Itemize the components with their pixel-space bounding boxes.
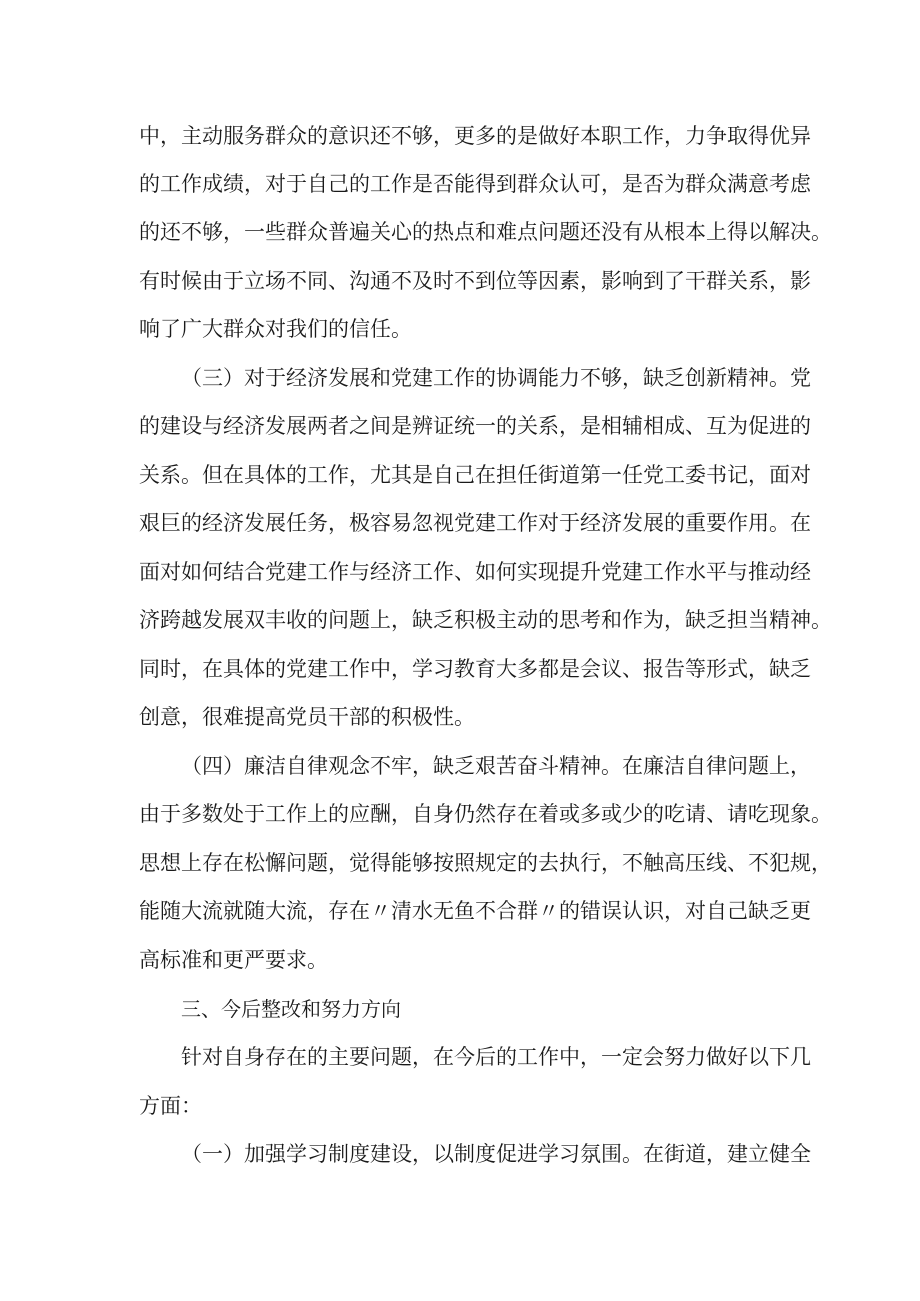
- section-heading: 三、今后整改和努力方向: [181, 997, 401, 1021]
- paragraph-line: 济跨越发展双丰收的问题上，缺乏积极主动的思考和作为，缺乏担当精神。: [139, 608, 832, 632]
- paragraph-line: 的还不够，一些群众普遍关心的热点和难点问题还没有从根本上得以解决。: [139, 220, 832, 244]
- paragraph-line: 艰巨的经济发展任务，极容易忽视党建工作对于经济发展的重要作用。在: [139, 511, 811, 535]
- paragraph-line: （三）对于经济发展和党建工作的协调能力不够，缺乏创新精神。党: [181, 366, 811, 390]
- paragraph-line: 高标准和更严要求。: [139, 948, 328, 972]
- paragraph-line: 有时候由于立场不同、沟通不及时不到位等因素，影响到了干群关系，影: [139, 269, 811, 293]
- paragraph-line: 针对自身存在的主要问题，在今后的工作中，一定会努力做好以下几: [181, 1045, 811, 1069]
- paragraph-line: 同时，在具体的党建工作中，学习教育大多都是会议、报告等形式，缺乏: [139, 657, 811, 681]
- paragraph-line: 创意，很难提高党员干部的积极性。: [139, 705, 475, 729]
- paragraph-line: 方面：: [139, 1094, 202, 1118]
- paragraph-line: 的建设与经济发展两者之间是辨证统一的关系，是相辅相成、互为促进的: [139, 414, 811, 438]
- paragraph-line: 响了广大群众对我们的信任。: [139, 317, 412, 341]
- paragraph-line: 面对如何结合党建工作与经济工作、如何实现提升党建工作水平与推动经: [139, 560, 811, 584]
- paragraph-line: 由于多数处于工作上的应酬，自身仍然存在着或多或少的吃请、请吃现象。: [139, 802, 832, 826]
- paragraph-line: 的工作成绩，对于自己的工作是否能得到群众认可，是否为群众满意考虑: [139, 172, 811, 196]
- paragraph-line: 思想上存在松懈问题，觉得能够按照规定的去执行，不触高压线、不犯规，: [139, 851, 832, 875]
- paragraph-line: （四）廉洁自律观念不牢，缺乏艰苦奋斗精神。在廉洁自律问题上，: [181, 754, 811, 778]
- paragraph-line: 中，主动服务群众的意识还不够，更多的是做好本职工作，力争取得优异: [139, 124, 811, 148]
- paragraph-line: 能随大流就随大流，存在〃清水无鱼不合群〃的错误认识，对自己缺乏更: [139, 899, 811, 923]
- paragraph-line: 关系。但在具体的工作，尤其是自己在担任街道第一任党工委书记，面对: [139, 463, 811, 487]
- paragraph-line: （一）加强学习制度建设，以制度促进学习氛围。在街道，建立健全: [181, 1142, 811, 1166]
